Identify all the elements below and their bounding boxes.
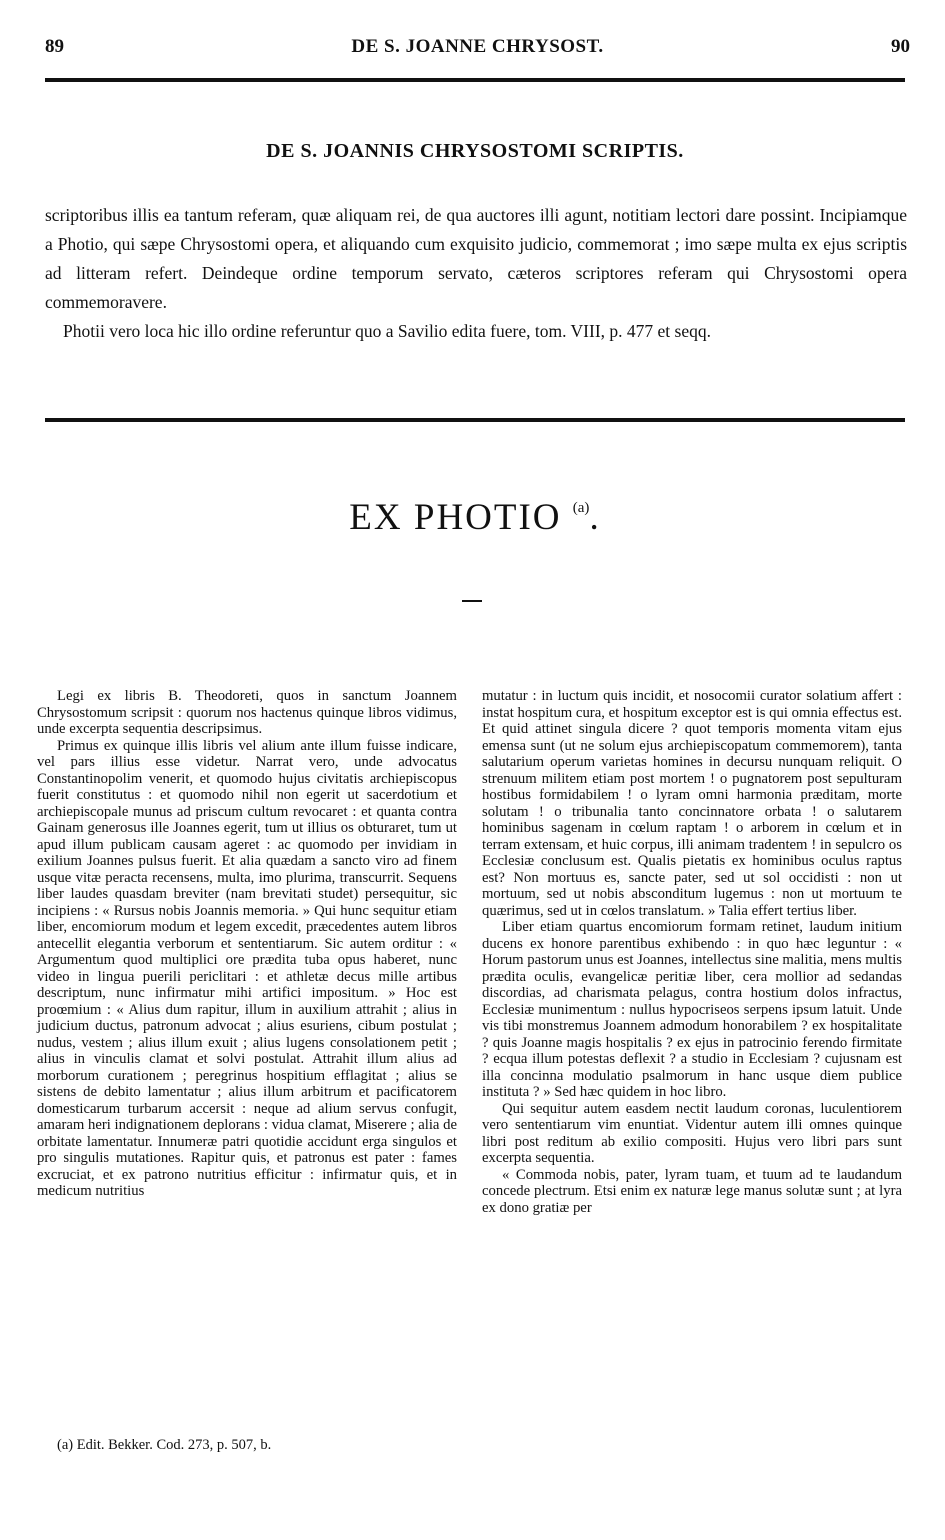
- footnote-marker: (a): [572, 500, 590, 516]
- column-paragraph: Liber etiam quartus encomiorum formam retinet, laudum initium ducens ex honore parentibus exhibendo : in quo hæc leguntur : « Horum pastorum unus est Joannes, intellectus sine malitia, mens multis prædita oculis, evangelicæ peritiæ liber, cera mollior ad sedandas discordias, ad charismata pelagus, contra hostium dolos infractus, Ecclesiæ munimentum : nullus hypocriseos serpens ipsum latuit. Unde vis tibi monstremus Joannem admodum honorabilem ? ex hospitalitate ? quis Joanne magis hospitalis ? ex ejus in patrocinio ferendo firmitate ? ecqua illum potestas deflexit ? a studio in Ecclesiam ? cujusnam est illa concinna modulatio psalmorum in hanc usque diem publice instituta ? » Sed hæc quidem in hoc libro.: [482, 919, 902, 1100]
- header-rule: [45, 78, 905, 82]
- section-rule: [45, 418, 905, 422]
- intro-text: [45, 201, 907, 346]
- chapter-title: [45, 496, 905, 539]
- column-paragraph: « Commoda nobis, pater, lyram tuam, et tuum ad te laudandum concede plectrum. Etsi enim ex naturæ lege manus solutæ sunt ; at lyra ex dono gratiæ per: [482, 1166, 902, 1216]
- title-dash: [462, 600, 482, 602]
- page-number-left: 89: [45, 36, 64, 57]
- intro-paragraph: scriptoribus illis ea tantum referam, quæ aliquam rei, de qua auctores illi agunt, notitiam lectori dare possint. Incipiamque a Photio, qui sæpe Chrysostomi opera, et aliquando cum exquisito judicio, commemorat ; imo sæpe multa ex ejus scriptis ad litteram refert. Deindeque ordine temporum servato, cæteros scriptores referam qui Chrysostomi opera commemoravere.: [45, 205, 907, 312]
- chapter-title-period: .: [589, 497, 601, 538]
- left-column: [37, 688, 457, 1200]
- column-paragraph: Legi ex libris B. Theodoreti, quos in sanctum Joannem Chrysostomum scripsit : quorum nos hactenus quinque libros vidimus, unde excerpta sequentia descripsimus.: [37, 688, 457, 737]
- column-paragraph: mutatur : in luctum quis incidit, et nosocomii curator solatium affert : instat hospitum cura, et hospitum exceptor est is qui omnia effectus est. Et quid attinet singula dicere ? quot temporis momenta vitam ejus emensa sunt (ut ne solum ejus archiepiscopatum commemorem), tanta salutarium operum varietas homines in decursu nunquam reliquit. O strenuum militem etiam post mortem ! o pugnatorem post sepulturam hostibus formidabilem ! o lyram omni harmonia præditam, morte solutam ! o tribunalia tanto concinnatore orbata ! o salutarem hominibus sagenam in cœlum raptam ! o arborem in cœlum et in terram extensam, et huic corpus, illi animam tradentem ! in sepulcro os Ecclesiæ conclusum est. Qualis pietatis ex hominibus oculus raptus est? Non mortuus es, sancte pater, sed ut sol occidisti : non ut mortuum, sed ut nobis absconditum lugemus : non ut mortuum te quærimus, sed ut in cœlos translatum. » Talia effert tertius liber.: [482, 688, 902, 919]
- running-head: [45, 36, 910, 62]
- column-paragraph: Primus ex quinque illis libris vel alium ante illum fuisse indicare, vel pars illius esse videtur. Narrat vero, unde advocatus Constantinopolim venerit, et quomodo hujus civitatis archiepiscopus fuerit constitutus : et quomodo nihil non egerit ut sacerdotium et archiepiscopale munus ad priscum cultum revocaret : et quanta contra Gainam generosus ille Joannes egerit, tum ut illius os obturaret, tum ut apud illum publicam causam ageret : ac quomodo per invidiam in exilium Joannes pulsus fuerit. Et alia quædam a sancto viro ad finem usque vitæ peracta recensens, multa, imo plurima, transcurrit. Sequens liber laudes quasdam breviter (nam brevitati studet) persequitur, sic incipiens : « Rursus nobis Joannis memoria. » Qui hunc sequitur etiam liber, encomiorum modum et legem excedit, præcedentes autem libros antecellit elegantia verborum et sententiarum. Sic autem orditur : « Argumentum quod multiplici ore prædita tuba opus haberet, nunc video in lingua puerili periclitari : et athletæ decus mille artibus descriptum, nunc infirmatur mihi artifici impositum. » Hoc est proœmium : « Alius dum rapitur, illum in auxilium attrahit ; alius in judicium ductus, patronum advocat ; alius esuriens, cibum postulat ; nudus, vestem ; alius illum exuit ; alius lugens consolationem petit ; alius in vinculis clamat et solvi postulat. Attrahit illum alius ad morborum curationem ; peregrinus hospitium efflagitat ; alius se sistens de debito lamentatur ; alius illum arbitrum et pacificatorem domesticarum turbarum accersit : neque ad alium servus confugit, amaram heri indignationem deplorans : vidua clamat, Miserere ; alia de orbitate lamentatur. Innumeræ patri quotidie accidunt erga singulos et pro singulis mutationes. Rapitur quis, et patronus est pater : fames excruciat, et ex patrono nutritius efficitur : infirmatur quis, et in medicum nutritius: [37, 737, 457, 1199]
- intro-paragraph: Photii vero loca hic illo ordine referuntur quo a Savilio edita fuere, tom. VIII, p. 477 et seqq.: [63, 321, 711, 341]
- page-number-right: 90: [891, 36, 910, 57]
- right-column: [482, 688, 902, 1216]
- chapter-title-text: EX PHOTIO: [349, 497, 562, 538]
- running-title: DE S. JOANNE CHRYSOST.: [351, 36, 604, 57]
- column-paragraph: Qui sequitur autem easdem nectit laudum coronas, luculentiorem vero sententiarum vim enuntiat. Videntur autem illi omnes quinque libri post reditum ab exilio compositi. Hujus vero libri pars sunt excerpta sequentia.: [482, 1100, 902, 1166]
- section-heading: DE S. JOANNIS CHRYSOSTOMI SCRIPTIS.: [266, 140, 684, 162]
- footnote: (a) Edit. Bekker. Cod. 273, p. 507, b.: [57, 1437, 272, 1453]
